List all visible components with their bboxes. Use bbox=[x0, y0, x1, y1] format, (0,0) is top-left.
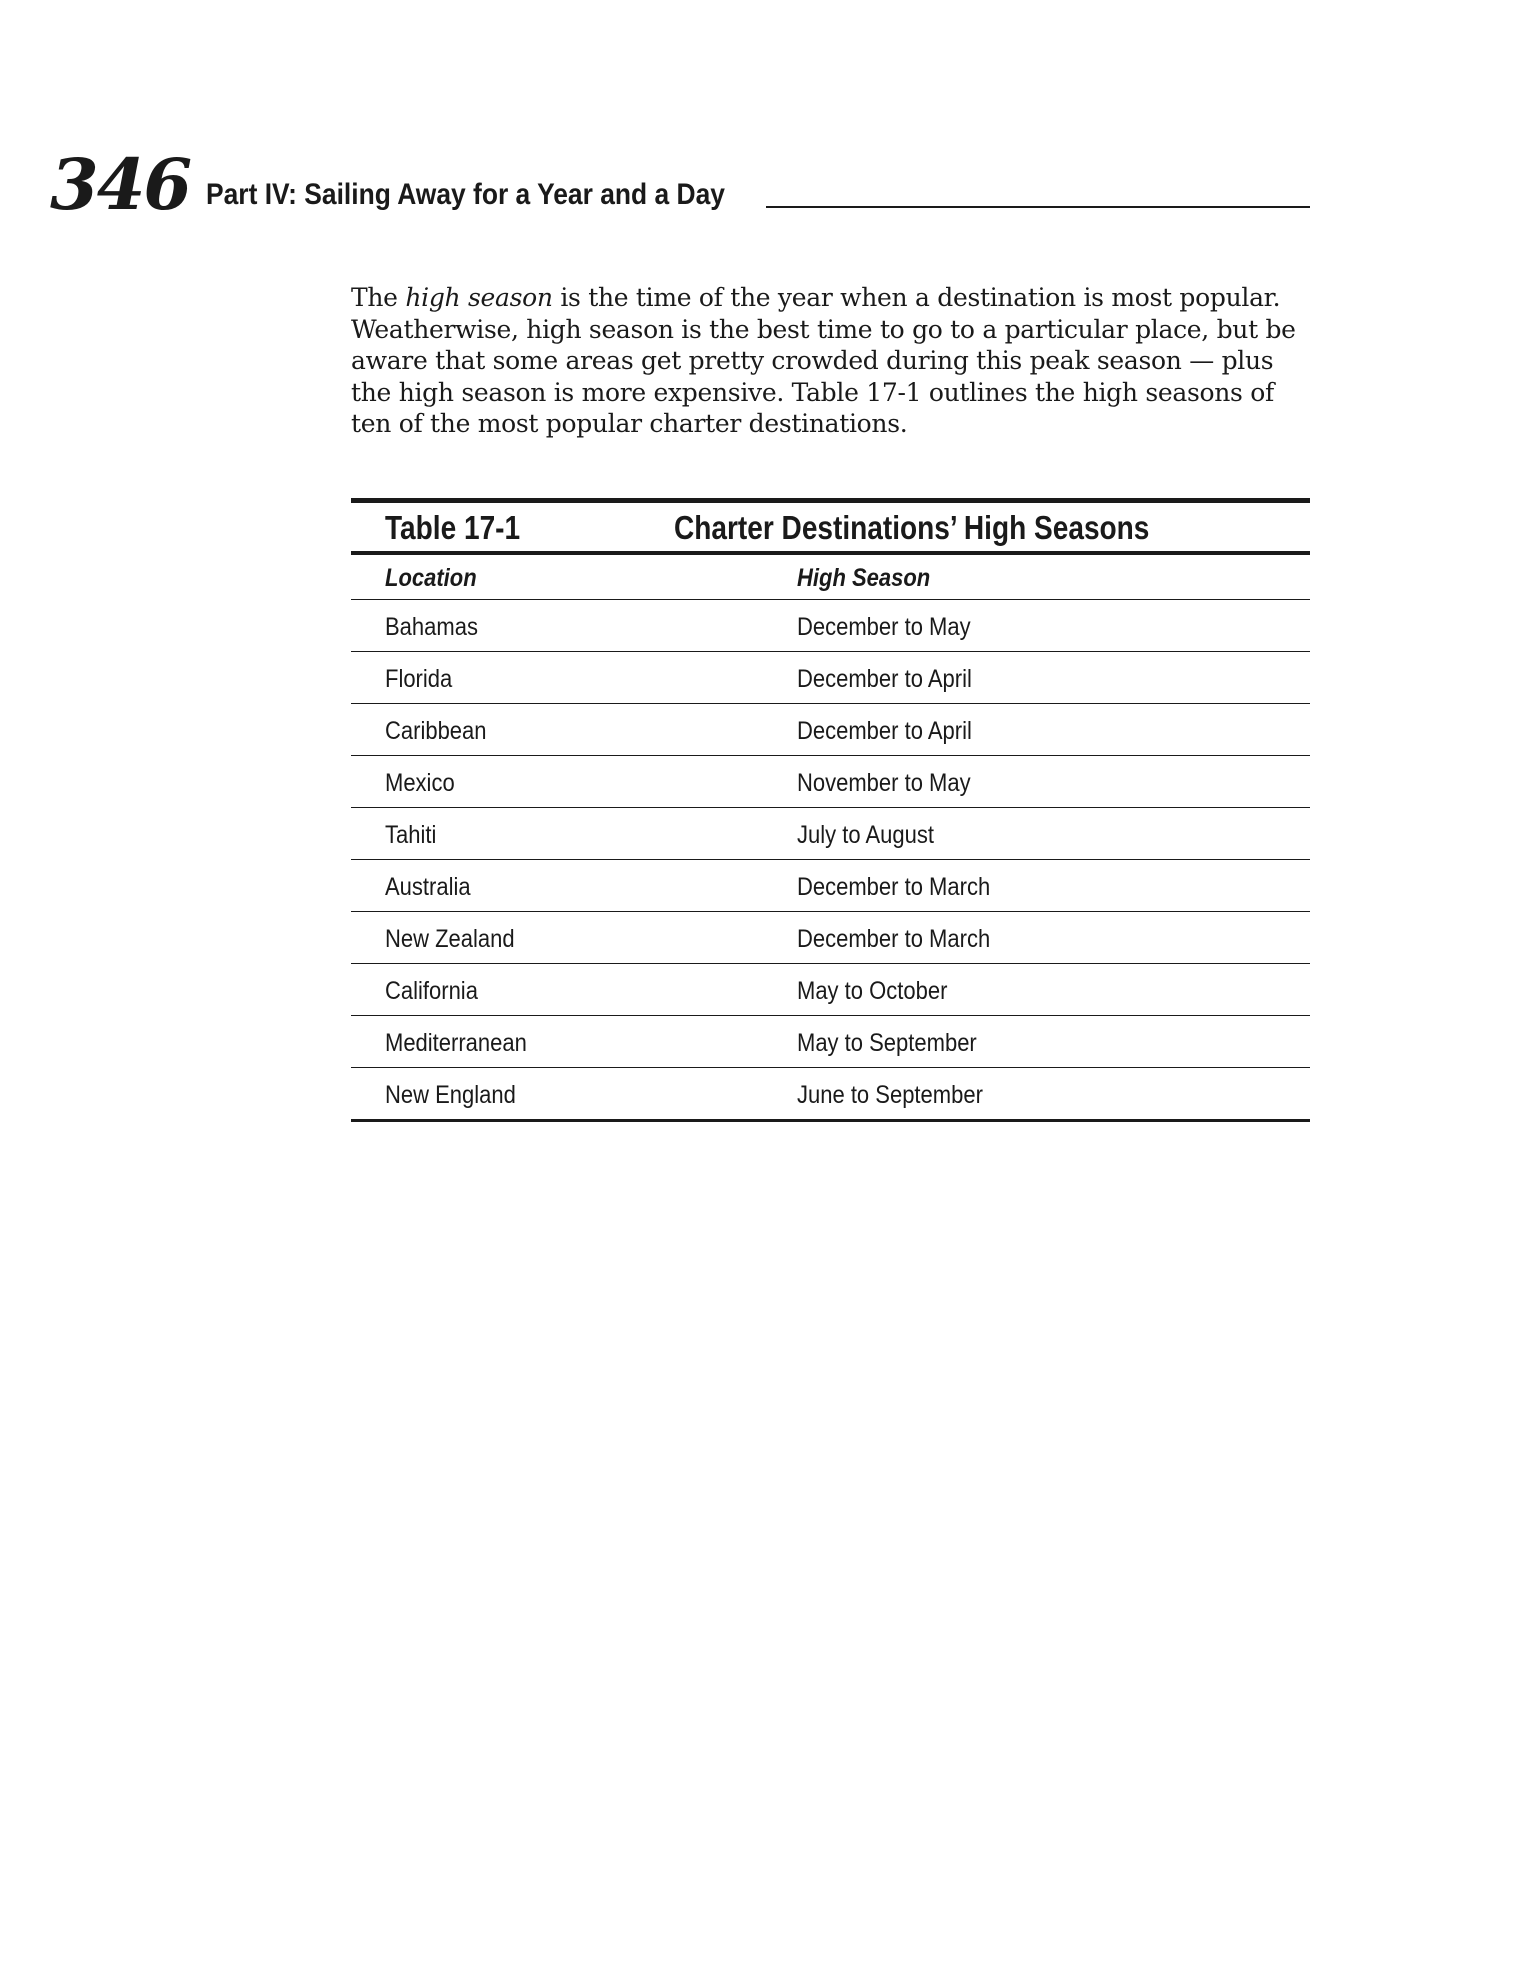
cell-location: Australia bbox=[385, 873, 471, 901]
table-row bbox=[351, 600, 1310, 652]
running-head-rule bbox=[766, 206, 1310, 208]
table-title-row bbox=[351, 503, 1310, 555]
column-header-high-season: High Season bbox=[797, 564, 931, 592]
cell-location: New Zealand bbox=[385, 925, 515, 953]
charter-seasons-table bbox=[351, 498, 1310, 1122]
table-row bbox=[351, 860, 1310, 912]
cell-location: Mexico bbox=[385, 769, 455, 797]
cell-location: Tahiti bbox=[385, 821, 437, 849]
table-row bbox=[351, 1068, 1310, 1122]
intro-paragraph bbox=[351, 282, 1311, 440]
cell-location: New England bbox=[385, 1081, 516, 1109]
table-row bbox=[351, 808, 1310, 860]
intro-text-rest: is the time of the year when a destination is most popular. Weatherwise, high season is the best time to go to a particular place, but be aware that some areas get pretty crowded during this peak season — plus the high season is more expensive. Table 17-1 outlines the high seasons of ten of the most popular charter destinations. bbox=[351, 283, 1296, 438]
table-row bbox=[351, 652, 1310, 704]
table-caption: Charter Destinations’ High Seasons bbox=[674, 509, 1150, 546]
page-number: 346 bbox=[50, 143, 191, 226]
intro-text-start: The bbox=[351, 283, 406, 312]
cell-high-season: December to April bbox=[797, 717, 972, 745]
cell-high-season: June to September bbox=[797, 1081, 983, 1109]
running-head-title: Part IV: Sailing Away for a Year and a Day bbox=[206, 178, 725, 211]
column-header-location: Location bbox=[385, 564, 477, 592]
table-column-header-row bbox=[351, 555, 1310, 600]
table-row bbox=[351, 756, 1310, 808]
cell-location: California bbox=[385, 977, 478, 1005]
cell-high-season: December to March bbox=[797, 925, 991, 953]
cell-location: Mediterranean bbox=[385, 1029, 527, 1057]
table-row bbox=[351, 704, 1310, 756]
cell-high-season: November to May bbox=[797, 769, 971, 797]
cell-location: Caribbean bbox=[385, 717, 487, 745]
cell-high-season: December to April bbox=[797, 665, 972, 693]
cell-high-season: May to September bbox=[797, 1029, 977, 1057]
intro-emphasis-term: high season bbox=[405, 283, 553, 312]
cell-location: Florida bbox=[385, 665, 453, 693]
running-head bbox=[206, 180, 1310, 210]
cell-high-season: December to March bbox=[797, 873, 991, 901]
table-label: Table 17-1 bbox=[385, 509, 521, 546]
cell-high-season: December to May bbox=[797, 613, 971, 641]
table-row bbox=[351, 964, 1310, 1016]
cell-high-season: July to August bbox=[797, 821, 934, 849]
cell-location: Bahamas bbox=[385, 613, 478, 641]
table-row bbox=[351, 1016, 1310, 1068]
cell-high-season: May to October bbox=[797, 977, 948, 1005]
table-row bbox=[351, 912, 1310, 964]
